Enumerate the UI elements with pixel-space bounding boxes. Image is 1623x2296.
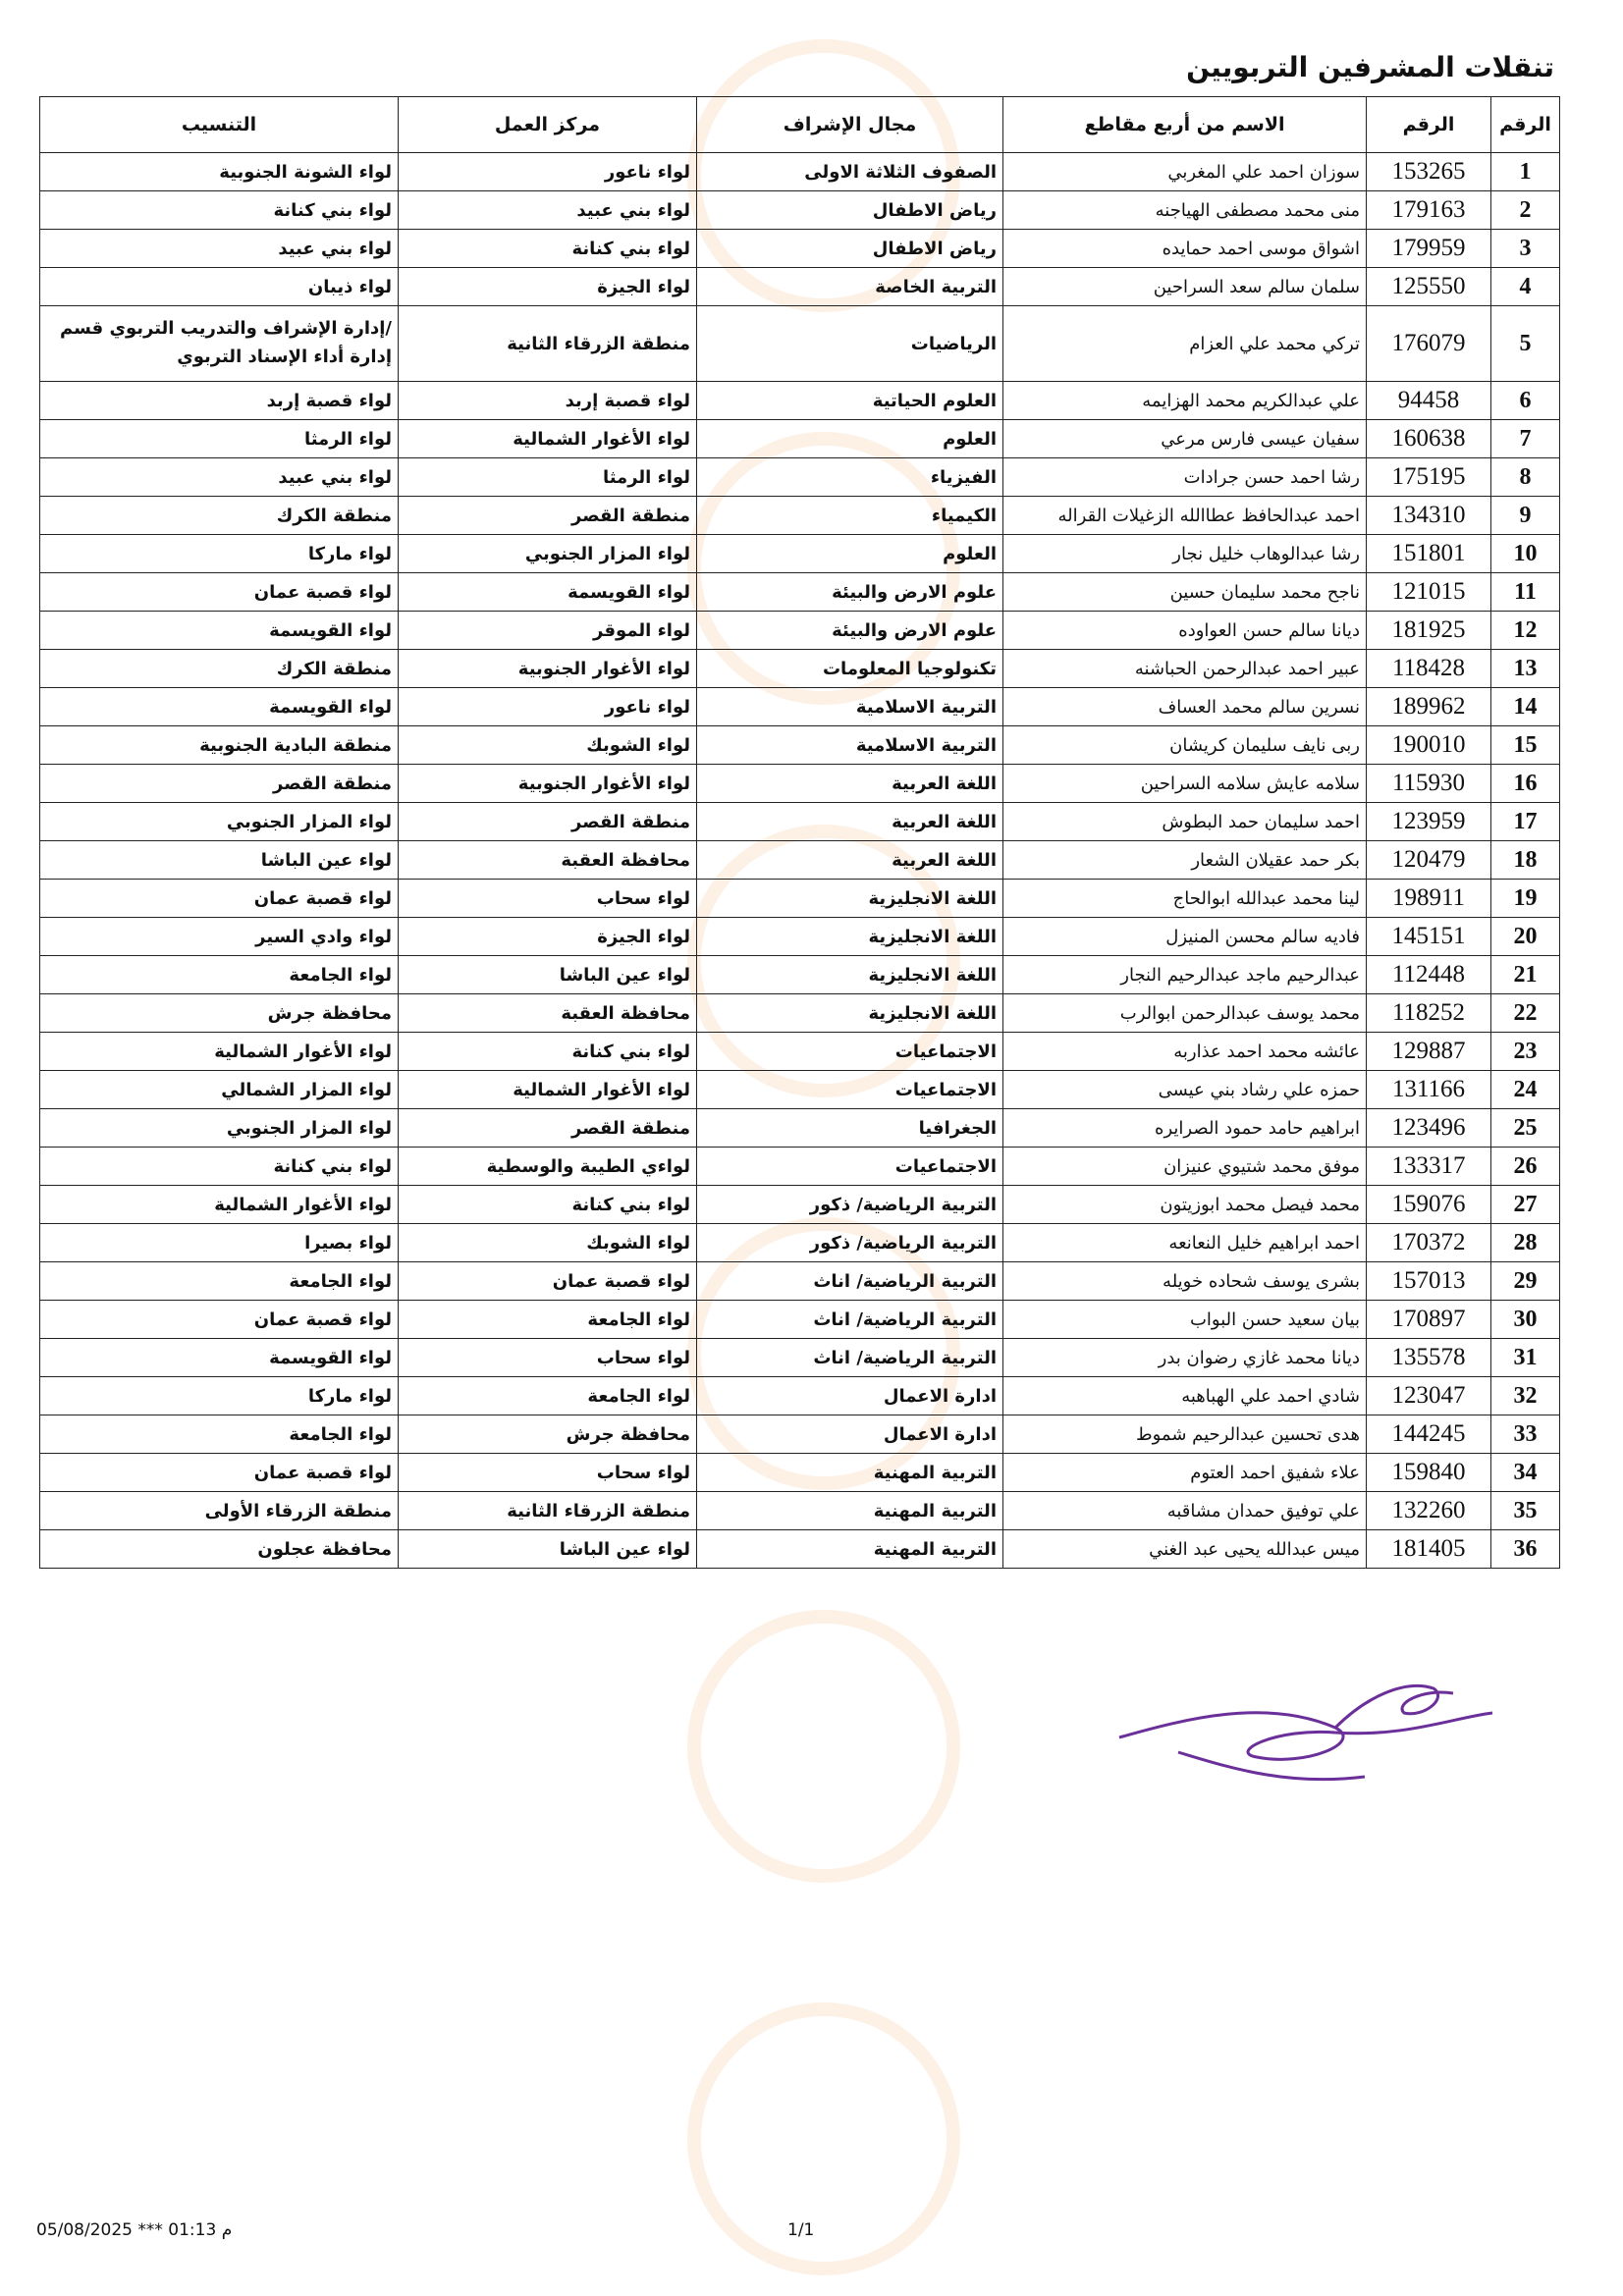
row-index: 24 <box>1491 1071 1560 1109</box>
table-row <box>40 880 1560 918</box>
supervision-field: ادارة الاعمال <box>697 1377 1003 1415</box>
employee-id: 181405 <box>1367 1530 1491 1569</box>
row-index: 7 <box>1491 420 1560 458</box>
table-row <box>40 1492 1560 1530</box>
employee-name: محمد يوسف عبدالرحمن ابوالرب <box>1003 994 1367 1033</box>
employee-name: عبدالرحيم ماجد عبدالرحيم النجار <box>1003 956 1367 994</box>
posting: منطقة الزرقاء الأولى <box>40 1492 399 1530</box>
employee-name: سلامه عايش سلامه السراحين <box>1003 765 1367 803</box>
row-index: 21 <box>1491 956 1560 994</box>
table-row <box>40 1186 1560 1224</box>
employee-name: بيان سعيد حسن البواب <box>1003 1301 1367 1339</box>
employee-name: ميس عبدالله يحيى عبد الغني <box>1003 1530 1367 1569</box>
table-row <box>40 841 1560 880</box>
employee-name: بكر حمد عقيلان الشعار <box>1003 841 1367 880</box>
workplace: محافظة العقبة <box>399 841 697 880</box>
employee-name: رشا عبدالوهاب خليل نجار <box>1003 535 1367 573</box>
row-index: 28 <box>1491 1224 1560 1262</box>
workplace: لواء الأغوار الجنوبية <box>399 650 697 688</box>
row-index: 17 <box>1491 803 1560 841</box>
table-row <box>40 382 1560 420</box>
col-header-id: الرقم <box>1367 97 1491 153</box>
posting: لواء قصبة عمان <box>40 573 399 612</box>
employee-id: 133317 <box>1367 1148 1491 1186</box>
row-index: 23 <box>1491 1033 1560 1071</box>
workplace: لواء الجيزة <box>399 268 697 306</box>
table-row <box>40 1454 1560 1492</box>
row-index: 30 <box>1491 1301 1560 1339</box>
employee-name: احمد سليمان حمد البطوش <box>1003 803 1367 841</box>
employee-id: 198911 <box>1367 880 1491 918</box>
workplace: لواء ناعور <box>399 688 697 726</box>
employee-name: سفيان عيسى فارس مرعي <box>1003 420 1367 458</box>
watermark-clock-icon <box>687 2002 960 2275</box>
row-index: 33 <box>1491 1415 1560 1454</box>
employee-id: 131166 <box>1367 1071 1491 1109</box>
posting: لواء الجامعة <box>40 956 399 994</box>
supervision-field: تكنولوجيا المعلومات <box>697 650 1003 688</box>
table-row <box>40 1033 1560 1071</box>
employee-name: محمد فيصل محمد ابوزيتون <box>1003 1186 1367 1224</box>
table-row <box>40 535 1560 573</box>
row-index: 16 <box>1491 765 1560 803</box>
row-index: 8 <box>1491 458 1560 497</box>
workplace: لواء ناعور <box>399 153 697 191</box>
workplace: لواء القويسمة <box>399 573 697 612</box>
workplace: لواء الأغوار الشمالية <box>399 1071 697 1109</box>
employee-name: لينا محمد عبدالله ابوالحاج <box>1003 880 1367 918</box>
employee-name: نسرين سالم محمد العساف <box>1003 688 1367 726</box>
posting: لواء ماركا <box>40 535 399 573</box>
supervision-field: رياض الاطفال <box>697 230 1003 268</box>
employee-name: عبير احمد عبدالرحمن الحباشنه <box>1003 650 1367 688</box>
workplace: لواء الجامعة <box>399 1377 697 1415</box>
employee-name: هدى تحسين عبدالرحيم شموط <box>1003 1415 1367 1454</box>
posting: لواء الجامعة <box>40 1262 399 1301</box>
posting: لواء الجامعة <box>40 1415 399 1454</box>
employee-id: 190010 <box>1367 726 1491 765</box>
row-index: 2 <box>1491 191 1560 230</box>
row-index: 26 <box>1491 1148 1560 1186</box>
workplace: لواء سحاب <box>399 1339 697 1377</box>
row-index: 14 <box>1491 688 1560 726</box>
table-row <box>40 726 1560 765</box>
table-row <box>40 573 1560 612</box>
posting: لواء ماركا <box>40 1377 399 1415</box>
employee-id: 121015 <box>1367 573 1491 612</box>
supervision-field: العلوم <box>697 535 1003 573</box>
employee-name: تركي محمد علي العزام <box>1003 306 1367 382</box>
supervision-field: التربية المهنية <box>697 1492 1003 1530</box>
employee-name: موفق محمد شتيوي عنيزان <box>1003 1148 1367 1186</box>
posting: لواء الرمثا <box>40 420 399 458</box>
posting: لواء الأغوار الشمالية <box>40 1186 399 1224</box>
supervision-field: الكيمياء <box>697 497 1003 535</box>
supervision-field: العلوم الحياتية <box>697 382 1003 420</box>
table-row <box>40 1377 1560 1415</box>
supervision-field: اللغة العربية <box>697 765 1003 803</box>
employee-id: 181925 <box>1367 612 1491 650</box>
supervision-field: التربية الرياضية/ اناث <box>697 1301 1003 1339</box>
watermark-clock-icon <box>687 1610 960 1883</box>
table-row <box>40 230 1560 268</box>
row-index: 3 <box>1491 230 1560 268</box>
employee-id: 170897 <box>1367 1301 1491 1339</box>
workplace: لواء الشوبك <box>399 726 697 765</box>
employee-name: فاديه سالم محسن المنيزل <box>1003 918 1367 956</box>
employee-id: 123496 <box>1367 1109 1491 1148</box>
table-row <box>40 1148 1560 1186</box>
col-header-name: الاسم من أربع مقاطع <box>1003 97 1367 153</box>
table-row <box>40 994 1560 1033</box>
col-header-index: الرقم <box>1491 97 1560 153</box>
table-row <box>40 1109 1560 1148</box>
employee-name: اشواق موسى احمد حمايده <box>1003 230 1367 268</box>
transfers-table <box>39 96 1560 1569</box>
workplace: منطقة القصر <box>399 1109 697 1148</box>
supervision-field: الاجتماعيات <box>697 1071 1003 1109</box>
workplace: لواء قصبة إربد <box>399 382 697 420</box>
table-row <box>40 803 1560 841</box>
employee-name: منى محمد مصطفى الهياجنه <box>1003 191 1367 230</box>
posting: لواء بني عبيد <box>40 458 399 497</box>
posting: لواء الأغوار الشمالية <box>40 1033 399 1071</box>
employee-id: 170372 <box>1367 1224 1491 1262</box>
employee-id: 135578 <box>1367 1339 1491 1377</box>
row-index: 29 <box>1491 1262 1560 1301</box>
workplace: لواء الأغوار الشمالية <box>399 420 697 458</box>
employee-name: ربى نايف سليمان كريشان <box>1003 726 1367 765</box>
workplace: لواء قصبة عمان <box>399 1262 697 1301</box>
table-row <box>40 458 1560 497</box>
table-row <box>40 765 1560 803</box>
employee-id: 151801 <box>1367 535 1491 573</box>
workplace: منطقة الزرقاء الثانية <box>399 1492 697 1530</box>
supervision-field: اللغة الانجليزية <box>697 994 1003 1033</box>
table-row <box>40 268 1560 306</box>
row-index: 18 <box>1491 841 1560 880</box>
workplace: لواءي الطيبة والوسطية <box>399 1148 697 1186</box>
posting: لواء بني كنانة <box>40 191 399 230</box>
supervision-field: رياض الاطفال <box>697 191 1003 230</box>
employee-name: علي عبدالكريم محمد الهزايمه <box>1003 382 1367 420</box>
row-index: 32 <box>1491 1377 1560 1415</box>
employee-name: احمد عبدالحافظ عطاالله الزغيلات القراله <box>1003 497 1367 535</box>
posting: لواء المزار الجنوبي <box>40 803 399 841</box>
employee-name: ابراهيم حامد حمود الصرايره <box>1003 1109 1367 1148</box>
row-index: 4 <box>1491 268 1560 306</box>
workplace: منطقة الزرقاء الثانية <box>399 306 697 382</box>
employee-id: 118428 <box>1367 650 1491 688</box>
workplace: لواء عين الباشا <box>399 956 697 994</box>
posting: لواء عين الباشا <box>40 841 399 880</box>
workplace: لواء بني كنانة <box>399 230 697 268</box>
workplace: لواء بني كنانة <box>399 1186 697 1224</box>
table-row <box>40 1339 1560 1377</box>
posting: لواء قصبة إربد <box>40 382 399 420</box>
posting: لواء القويسمة <box>40 1339 399 1377</box>
employee-id: 134310 <box>1367 497 1491 535</box>
supervision-field: اللغة العربية <box>697 841 1003 880</box>
table-row <box>40 688 1560 726</box>
table-header-row <box>40 97 1560 153</box>
row-index: 10 <box>1491 535 1560 573</box>
workplace: لواء الأغوار الجنوبية <box>399 765 697 803</box>
workplace: منطقة القصر <box>399 803 697 841</box>
workplace: لواء الشوبك <box>399 1224 697 1262</box>
posting: لواء القويسمة <box>40 688 399 726</box>
workplace: لواء الجامعة <box>399 1301 697 1339</box>
supervision-field: علوم الارض والبيئة <box>697 573 1003 612</box>
posting: لواء قصبة عمان <box>40 880 399 918</box>
posting: محافظة عجلون <box>40 1530 399 1569</box>
workplace: لواء الموقر <box>399 612 697 650</box>
supervision-field: علوم الارض والبيئة <box>697 612 1003 650</box>
supervision-field: التربية الاسلامية <box>697 688 1003 726</box>
row-index: 6 <box>1491 382 1560 420</box>
table-row <box>40 1301 1560 1339</box>
employee-id: 189962 <box>1367 688 1491 726</box>
employee-id: 112448 <box>1367 956 1491 994</box>
supervision-field: اللغة الانجليزية <box>697 956 1003 994</box>
posting: لواء المزار الشمالي <box>40 1071 399 1109</box>
posting: لواء المزار الجنوبي <box>40 1109 399 1148</box>
table-row <box>40 918 1560 956</box>
employee-id: 123959 <box>1367 803 1491 841</box>
posting: /إدارة الإشراف والتدريب التربوي قسم إدارة أداء الإسناد التربوي <box>40 306 399 382</box>
row-index: 25 <box>1491 1109 1560 1148</box>
supervision-field: التربية المهنية <box>697 1530 1003 1569</box>
row-index: 31 <box>1491 1339 1560 1377</box>
posting: لواء وادي السير <box>40 918 399 956</box>
row-index: 12 <box>1491 612 1560 650</box>
workplace: منطقة القصر <box>399 497 697 535</box>
table-row <box>40 497 1560 535</box>
table-row <box>40 1224 1560 1262</box>
signature <box>1109 1659 1502 1796</box>
employee-id: 120479 <box>1367 841 1491 880</box>
posting: منطقة البادية الجنوبية <box>40 726 399 765</box>
employee-name: حمزه علي رشاد بني عيسى <box>1003 1071 1367 1109</box>
table-row <box>40 1071 1560 1109</box>
supervision-field: اللغة الانجليزية <box>697 918 1003 956</box>
employee-id: 123047 <box>1367 1377 1491 1415</box>
employee-name: رشا احمد حسن جرادات <box>1003 458 1367 497</box>
posting: لواء ذيبان <box>40 268 399 306</box>
supervision-field: التربية المهنية <box>697 1454 1003 1492</box>
employee-id: 159840 <box>1367 1454 1491 1492</box>
employee-id: 153265 <box>1367 153 1491 191</box>
supervision-field: الرياضيات <box>697 306 1003 382</box>
supervision-field: ادارة الاعمال <box>697 1415 1003 1454</box>
employee-id: 179163 <box>1367 191 1491 230</box>
workplace: لواء عين الباشا <box>399 1530 697 1569</box>
supervision-field: الاجتماعيات <box>697 1148 1003 1186</box>
supervision-field: التربية الرياضية/ اناث <box>697 1262 1003 1301</box>
workplace: لواء المزار الجنوبي <box>399 535 697 573</box>
table-row <box>40 1415 1560 1454</box>
posting: محافظة جرش <box>40 994 399 1033</box>
supervision-field: التربية الرياضية/ اناث <box>697 1339 1003 1377</box>
posting: لواء قصبة عمان <box>40 1301 399 1339</box>
employee-id: 175195 <box>1367 458 1491 497</box>
employee-id: 125550 <box>1367 268 1491 306</box>
table-row <box>40 650 1560 688</box>
workplace: لواء الرمثا <box>399 458 697 497</box>
employee-id: 160638 <box>1367 420 1491 458</box>
workplace: لواء سحاب <box>399 1454 697 1492</box>
posting: لواء الشونة الجنوبية <box>40 153 399 191</box>
employee-name: عائشه محمد احمد عذاربه <box>1003 1033 1367 1071</box>
row-index: 11 <box>1491 573 1560 612</box>
employee-name: سوزان احمد علي المغربي <box>1003 153 1367 191</box>
supervision-field: الاجتماعيات <box>697 1033 1003 1071</box>
col-header-field: مجال الإشراف <box>697 97 1003 153</box>
employee-id: 94458 <box>1367 382 1491 420</box>
table-row <box>40 956 1560 994</box>
posting: لواء بني عبيد <box>40 230 399 268</box>
supervision-field: اللغة الانجليزية <box>697 880 1003 918</box>
employee-id: 144245 <box>1367 1415 1491 1454</box>
employee-name: احمد ابراهيم خليل النعانعه <box>1003 1224 1367 1262</box>
employee-id: 145151 <box>1367 918 1491 956</box>
row-index: 19 <box>1491 880 1560 918</box>
employee-name: شادي احمد علي الهباهبه <box>1003 1377 1367 1415</box>
supervision-field: الصفوف الثلاثة الاولى <box>697 153 1003 191</box>
table-row <box>40 420 1560 458</box>
col-header-posting: التنسيب <box>40 97 399 153</box>
posting: منطقة الكرك <box>40 497 399 535</box>
row-index: 35 <box>1491 1492 1560 1530</box>
table-row <box>40 153 1560 191</box>
employee-id: 179959 <box>1367 230 1491 268</box>
employee-id: 132260 <box>1367 1492 1491 1530</box>
workplace: محافظة العقبة <box>399 994 697 1033</box>
supervision-field: التربية الرياضية/ ذكور <box>697 1186 1003 1224</box>
employee-id: 129887 <box>1367 1033 1491 1071</box>
employee-name: سلمان سالم سعد السراحين <box>1003 268 1367 306</box>
workplace: لواء بني عبيد <box>399 191 697 230</box>
employee-name: ديانا محمد غازي رضوان بدر <box>1003 1339 1367 1377</box>
row-index: 36 <box>1491 1530 1560 1569</box>
posting: لواء بصيرا <box>40 1224 399 1262</box>
supervision-field: العلوم <box>697 420 1003 458</box>
row-index: 27 <box>1491 1186 1560 1224</box>
supervision-field: التربية الخاصة <box>697 268 1003 306</box>
posting: منطقة الكرك <box>40 650 399 688</box>
col-header-workplace: مركز العمل <box>399 97 697 153</box>
row-index: 20 <box>1491 918 1560 956</box>
page-title: تنقلات المشرفين التربويين <box>1186 51 1554 83</box>
table-row <box>40 1530 1560 1569</box>
print-datetime: 05/08/2025 *** 01:13 م <box>36 2220 233 2240</box>
table-row <box>40 191 1560 230</box>
employee-name: علاء شفيق احمد العتوم <box>1003 1454 1367 1492</box>
posting: لواء بني كنانة <box>40 1148 399 1186</box>
row-index: 5 <box>1491 306 1560 382</box>
supervision-field: التربية الرياضية/ ذكور <box>697 1224 1003 1262</box>
table-row <box>40 306 1560 382</box>
supervision-field: التربية الاسلامية <box>697 726 1003 765</box>
row-index: 13 <box>1491 650 1560 688</box>
workplace: لواء الجيزة <box>399 918 697 956</box>
table-row <box>40 1262 1560 1301</box>
supervision-field: اللغة العربية <box>697 803 1003 841</box>
workplace: لواء بني كنانة <box>399 1033 697 1071</box>
posting: لواء القويسمة <box>40 612 399 650</box>
employee-name: ديانا سالم حسن العواوده <box>1003 612 1367 650</box>
employee-id: 159076 <box>1367 1186 1491 1224</box>
page-number: 1/1 <box>787 2220 815 2240</box>
employee-name: علي توفيق حمدان مشاقبه <box>1003 1492 1367 1530</box>
employee-id: 176079 <box>1367 306 1491 382</box>
table-row <box>40 612 1560 650</box>
posting: لواء قصبة عمان <box>40 1454 399 1492</box>
row-index: 9 <box>1491 497 1560 535</box>
employee-id: 157013 <box>1367 1262 1491 1301</box>
supervision-field: الجغرافيا <box>697 1109 1003 1148</box>
workplace: محافظة جرش <box>399 1415 697 1454</box>
posting: منطقة القصر <box>40 765 399 803</box>
employee-id: 115930 <box>1367 765 1491 803</box>
employee-name: بشرى يوسف شحاده خويله <box>1003 1262 1367 1301</box>
workplace: لواء سحاب <box>399 880 697 918</box>
employee-name: ناجح محمد سليمان حسين <box>1003 573 1367 612</box>
row-index: 1 <box>1491 153 1560 191</box>
supervision-field: الفيزياء <box>697 458 1003 497</box>
employee-id: 118252 <box>1367 994 1491 1033</box>
row-index: 15 <box>1491 726 1560 765</box>
row-index: 22 <box>1491 994 1560 1033</box>
row-index: 34 <box>1491 1454 1560 1492</box>
